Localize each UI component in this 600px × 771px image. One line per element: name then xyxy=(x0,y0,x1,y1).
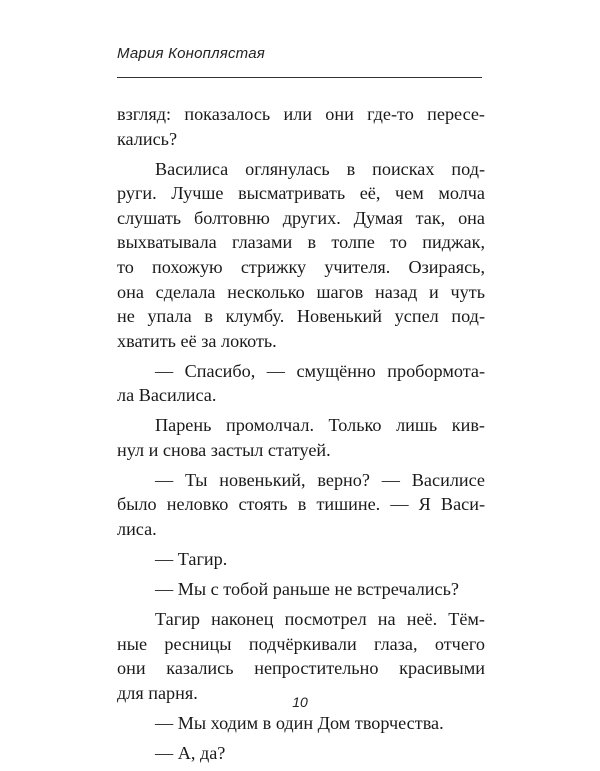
paragraph xyxy=(117,468,485,542)
paragraph xyxy=(117,577,485,602)
text-line: — Тагир. xyxy=(155,549,228,570)
text-line: было неловко стоять в тишине. — Я Васи- xyxy=(117,494,485,515)
text-line: для парня. xyxy=(117,682,198,703)
text-line: нул и снова застыл статуей. xyxy=(117,439,331,460)
text-line: — Ты новенький, верно? — Василисе xyxy=(155,469,485,490)
page-number: 10 xyxy=(292,694,308,710)
text-line: Тагир наконец посмотрел на неё. Тём- xyxy=(155,609,485,630)
text-line: выхватывала глазами в толпе то пиджак, xyxy=(117,232,485,253)
text-line: взгляд: показалось или они где-то пересе- xyxy=(117,104,485,124)
text-line: слушать болтовню других. Думая так, она xyxy=(117,207,485,228)
text-line: кались? xyxy=(117,128,178,149)
paragraph xyxy=(117,711,485,736)
running-header xyxy=(117,44,482,78)
text-line: не упала в клумбу. Новенький успел под- xyxy=(117,306,485,327)
text-line: она сделала несколько шагов назад и чуть xyxy=(117,281,485,302)
text-line: они казались непростительно красивыми xyxy=(117,658,485,679)
text-line: — А, да? xyxy=(155,742,226,763)
page-body-text xyxy=(117,102,485,771)
paragraph xyxy=(117,102,485,151)
text-line: — Мы ходим в один Дом творчества. xyxy=(155,712,444,733)
text-line: — Мы с тобой раньше не встречались? xyxy=(155,579,459,600)
paragraph xyxy=(117,547,485,572)
text-line: Василиса оглянулась в поисках под- xyxy=(155,158,485,179)
text-line: Парень промолчал. Только лишь кив- xyxy=(155,415,485,436)
paragraph xyxy=(117,157,485,354)
text-line: руги. Лучше высматривать её, чем молча xyxy=(117,183,485,204)
header-author: Мария Коноплястая xyxy=(117,45,265,62)
header-rule xyxy=(117,77,482,78)
text-line: ла Василиса. xyxy=(117,385,217,406)
paragraph xyxy=(117,741,485,766)
paragraph xyxy=(117,607,485,705)
text-line: то похожую стрижку учителя. Озираясь, xyxy=(117,256,485,277)
text-line: хватить её за локоть. xyxy=(117,330,277,351)
text-line: ные ресницы подчёркивали глаза, отчего xyxy=(117,633,485,654)
paragraph xyxy=(117,359,485,408)
paragraph xyxy=(117,413,485,462)
text-line: лиса. xyxy=(117,519,157,540)
text-line: — Спасибо, — смущённо пробормота- xyxy=(155,360,485,381)
